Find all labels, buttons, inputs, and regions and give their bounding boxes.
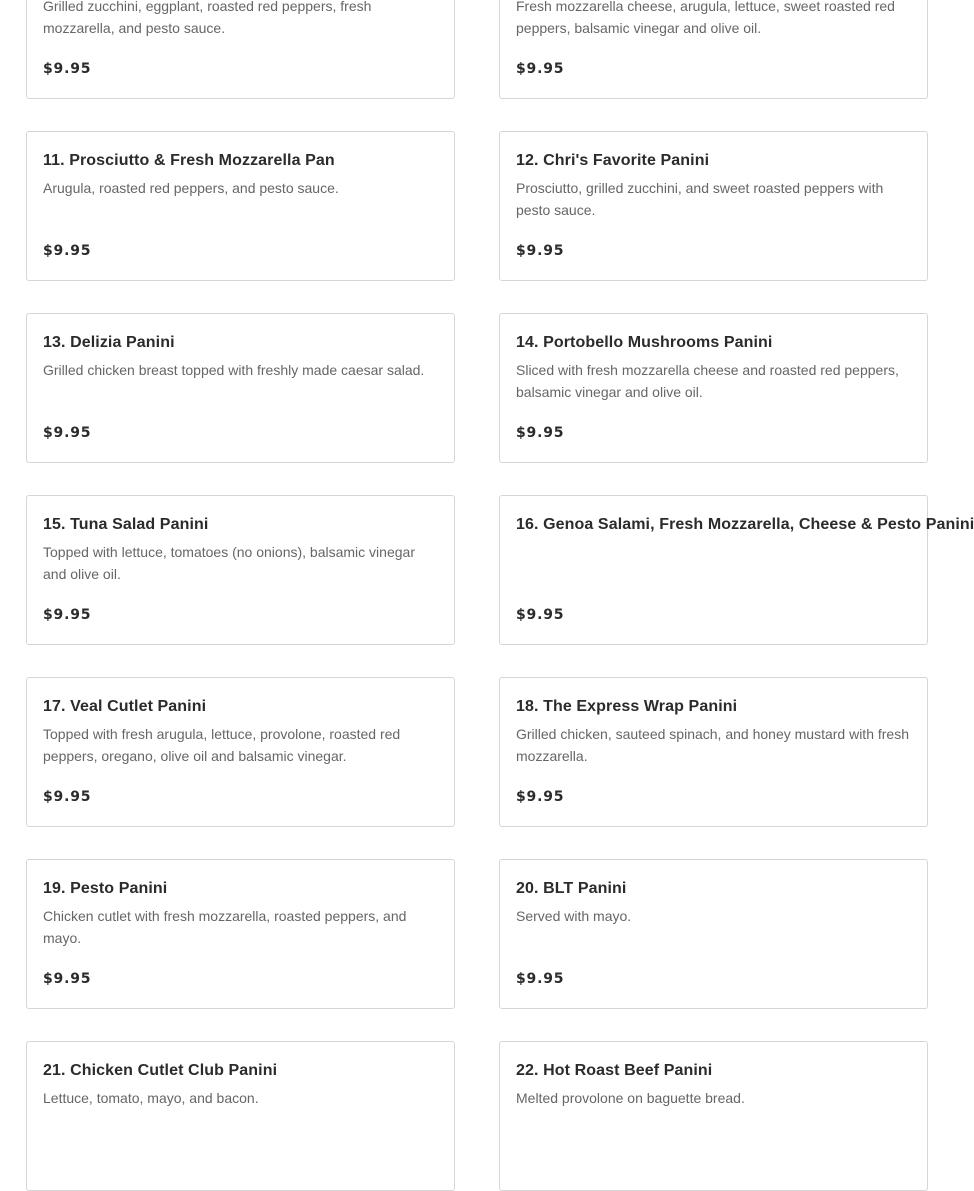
menu-item-card[interactable]	[499, 313, 928, 463]
menu-item-price: $9.95	[43, 607, 92, 623]
menu-item-card[interactable]	[26, 677, 455, 827]
menu-item-card[interactable]	[499, 859, 928, 1009]
menu-item-name: 14. Portobello Mushrooms Panini	[516, 334, 773, 351]
menu-item-card[interactable]	[499, 677, 928, 827]
menu-item-name: 16. Genoa Salami, Fresh Mozzarella, Cheese & Pesto Panini	[516, 516, 974, 533]
menu-item-name: 20. BLT Panini	[516, 880, 627, 897]
menu-item-description: Lettuce, tomato, mayo, and bacon.	[43, 1090, 259, 1106]
menu-item-card[interactable]	[26, 131, 455, 281]
menu-item-card[interactable]	[26, 495, 455, 645]
menu-item-price: $9.95	[43, 789, 92, 805]
menu-item-description: Fresh mozzarella cheese, arugula, lettuce, sweet roasted red peppers, balsamic vinegar and olive oil.	[516, 0, 895, 36]
menu-item-price: $9.95	[43, 971, 92, 987]
menu-item-price: $9.95	[43, 61, 92, 77]
menu-item-card[interactable]	[26, 859, 455, 1009]
menu-items-grid	[26, 0, 974, 1191]
menu-item-description: Grilled chicken, sauteed spinach, and honey mustard with fresh mozzarella.	[516, 726, 909, 764]
menu-item-price: $9.95	[516, 607, 565, 623]
menu-item-card[interactable]	[26, 0, 455, 99]
menu-item-card[interactable]	[26, 1041, 455, 1191]
menu-item-price: $9.95	[516, 243, 565, 259]
menu-item-name: 19. Pesto Panini	[43, 880, 168, 897]
menu-item-name: 13. Delizia Panini	[43, 334, 175, 351]
menu-item-description: Served with mayo.	[516, 908, 632, 924]
menu-item-name: 22. Hot Roast Beef Panini	[516, 1062, 713, 1079]
menu-item-description: Melted provolone on baguette bread.	[516, 1090, 745, 1106]
menu-item-name: 18. The Express Wrap Panini	[516, 698, 738, 715]
menu-item-name: 11. Prosciutto & Fresh Mozzarella Pan	[43, 152, 335, 169]
menu-item-description: Topped with fresh arugula, lettuce, provolone, roasted red peppers, oregano, olive oil and balsamic vinegar.	[43, 726, 401, 764]
menu-item-name: 21. Chicken Cutlet Club Panini	[43, 1062, 278, 1079]
menu-item-price: $9.95	[516, 789, 565, 805]
menu-item-name: 17. Veal Cutlet Panini	[43, 698, 207, 715]
menu-item-description: Arugula, roasted red peppers, and pesto sauce.	[43, 180, 339, 196]
menu-item-card[interactable]	[499, 1041, 928, 1191]
menu-item-price: $9.95	[43, 243, 92, 259]
menu-item-description: Prosciutto, grilled zucchini, and sweet roasted peppers with pesto sauce.	[516, 180, 884, 218]
menu-item-description: Grilled zucchini, eggplant, roasted red peppers, fresh mozzarella, and pesto sauce.	[43, 0, 372, 36]
menu-item-description	[516, 541, 911, 585]
menu-item-card[interactable]	[26, 313, 455, 463]
menu-item-description: Topped with lettuce, tomatoes (no onions), balsamic vinegar and olive oil.	[43, 544, 415, 582]
menu-item-price: $9.95	[516, 61, 565, 77]
menu-item-card[interactable]	[499, 0, 928, 99]
menu-item-price: $9.95	[516, 971, 565, 987]
menu-item-card[interactable]	[499, 495, 974, 645]
menu-item-description: Sliced with fresh mozzarella cheese and roasted red peppers, balsamic vinegar and olive oil.	[516, 362, 899, 400]
menu-item-price: $9.95	[516, 425, 565, 441]
menu-item-description: Grilled chicken breast topped with freshly made caesar salad.	[43, 362, 425, 378]
menu-item-name: 12. Chri's Favorite Panini	[516, 152, 710, 169]
menu-item-card[interactable]	[499, 131, 928, 281]
menu-item-name: 15. Tuna Salad Panini	[43, 516, 209, 533]
menu-item-price: $9.95	[43, 425, 92, 441]
menu-item-description: Chicken cutlet with fresh mozzarella, roasted peppers, and mayo.	[43, 908, 407, 946]
